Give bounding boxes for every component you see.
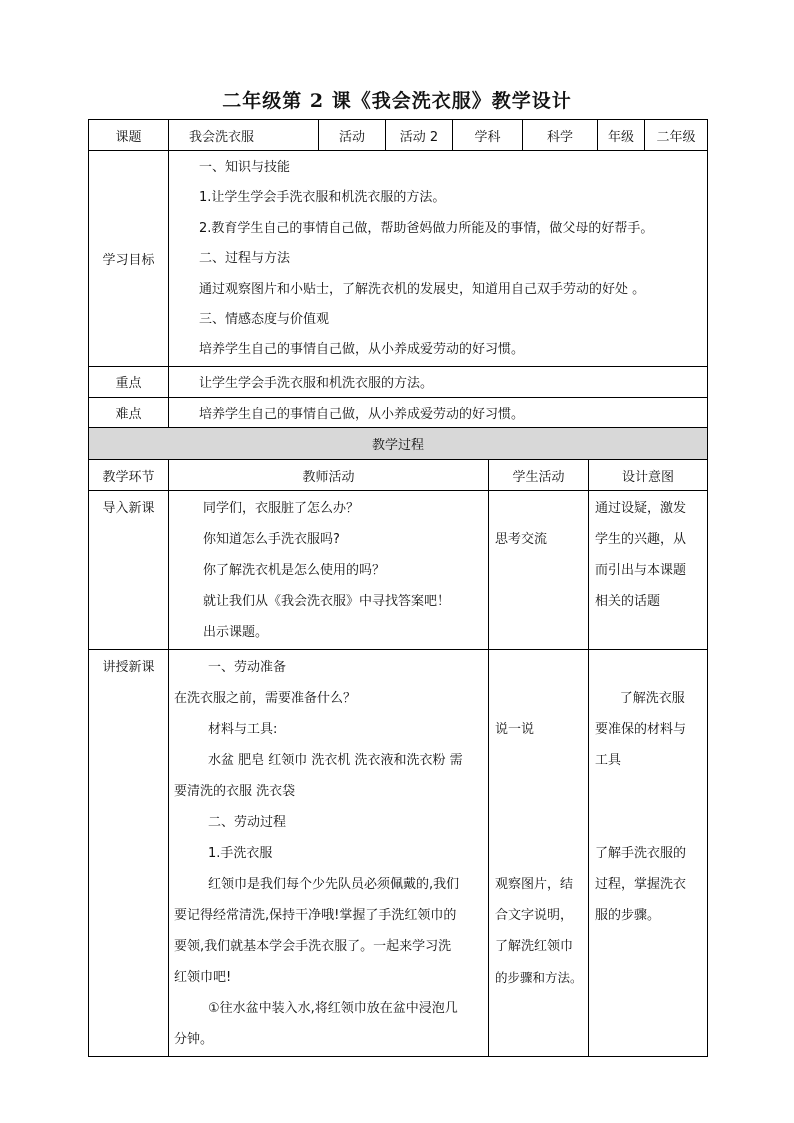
activity-value: 活动 2 [386, 120, 453, 151]
grade-label: 年级 [598, 120, 645, 151]
teacher-line: 1.手洗衣服 [208, 846, 273, 861]
header-intent: 设计意图 [589, 460, 708, 491]
teacher-line: 要清洗的衣服 洗衣袋 [174, 784, 296, 799]
grade-value: 二年级 [645, 120, 708, 151]
teacher-line: 一、劳动准备 [208, 660, 287, 675]
student-line: 观察图片，结 [495, 877, 574, 892]
subject-value: 科学 [523, 120, 598, 151]
info-row [89, 120, 708, 151]
goal-line: 培养学生自己的事情自己做，从小养成爱劳动的好习惯。 [199, 342, 525, 358]
lesson-student [489, 650, 589, 1057]
teaching-process-table [88, 427, 708, 1057]
goal-line: 一、知识与技能 [199, 160, 291, 175]
process-header-row [89, 460, 708, 491]
lesson-intent [589, 650, 708, 1057]
difficulty-label: 难点 [89, 397, 169, 428]
goals-row [89, 151, 708, 367]
lesson-info-table [88, 119, 708, 429]
teacher-line: 要领,我们就基本学会手洗衣服了。一起来学习洗 [174, 939, 452, 954]
intent-line: 相关的话题 [595, 594, 661, 609]
document-title: 二年级第 2 课《我会洗衣服》教学设计 [222, 90, 572, 112]
difficulty-row [89, 397, 708, 428]
course-label: 课题 [89, 120, 169, 151]
teacher-line: ①往水盆中装入水,将红领巾放在盆中浸泡几 [208, 1001, 458, 1016]
intent-line: 过程，掌握洗衣 [595, 877, 687, 892]
header-stage: 教学环节 [89, 460, 169, 491]
teacher-line: 你知道怎么手洗衣服吗? [203, 532, 340, 547]
intro-teacher [169, 491, 489, 650]
header-teacher: 教师活动 [169, 460, 489, 491]
key-point-label: 重点 [89, 366, 169, 397]
teacher-line: 就让我们从《我会洗衣服》中寻找答案吧！ [203, 594, 451, 609]
teacher-line: 水盆 肥皂 红领巾 洗衣机 洗衣液和洗衣粉 需 [208, 753, 463, 768]
intent-line: 要准保的材料与 [595, 722, 687, 737]
process-band: 教学过程 [89, 428, 708, 460]
student-line: 思考交流 [495, 532, 548, 547]
goal-line: 二、过程与方法 [199, 251, 291, 267]
student-line: 合文字说明， [495, 908, 574, 923]
intro-student [489, 491, 589, 650]
difficulty-value: 培养学生自己的事情自己做，从小养成爱劳动的好习惯。 [169, 397, 708, 428]
intent-line: 服的步骤。 [595, 908, 661, 923]
key-point-row [89, 366, 708, 397]
lesson-stage: 讲授新课 [102, 660, 155, 675]
teacher-line: 同学们，衣服脏了怎么办？ [203, 501, 360, 516]
intent-line: 而引出与本课题 [595, 563, 687, 578]
goal-line: 1.让学生学会手洗衣服和机洗衣服的方法。 [199, 190, 446, 206]
activity-label: 活动 [319, 120, 386, 151]
intent-line: 学生的兴趣，从 [595, 532, 687, 547]
intent-line: 了解手洗衣服的 [595, 846, 687, 861]
goals-content [169, 151, 708, 367]
teacher-line: 你了解洗衣机是怎么使用的吗？ [203, 563, 386, 578]
student-line: 了解洗红领巾 [495, 939, 574, 954]
intent-line: 工具 [595, 753, 622, 768]
lesson-teacher [169, 650, 489, 1057]
goals-label: 学习目标 [89, 151, 169, 367]
teacher-line: 红领巾是我们每个少先队员必须佩戴的,我们 [208, 877, 460, 892]
goal-line: 通过观察图片和小贴士，了解洗衣机的发展史，知道用自己双手劳动的好处 。 [199, 281, 646, 297]
teacher-line: 在洗衣服之前，需要准备什么？ [174, 691, 357, 706]
intent-line: 了解洗衣服 [595, 691, 685, 706]
teacher-line: 出示课题。 [203, 625, 269, 640]
key-point-value: 让学生学会手洗衣服和机洗衣服的方法。 [169, 366, 708, 397]
teacher-line: 要记得经常清洗,保持干净哦!掌握了手洗红领巾的 [174, 908, 457, 923]
intro-intent [589, 491, 708, 650]
goal-line: 三、情感态度与价值观 [199, 311, 330, 327]
header-student: 学生活动 [489, 460, 589, 491]
subject-label: 学科 [453, 120, 523, 151]
teacher-line: 二、劳动过程 [208, 815, 287, 830]
teacher-line: 分钟。 [174, 1032, 214, 1047]
intro-row [89, 491, 708, 650]
process-band-row [89, 428, 708, 460]
student-line: 的步骤和方法。 [495, 970, 583, 985]
goal-line: 2.教育学生自己的事情自己做，帮助爸妈做力所能及的事情，做父母的好帮手。 [199, 220, 654, 236]
lesson-row [89, 650, 708, 1057]
teacher-line: 材料与工具: [208, 722, 278, 737]
intro-stage: 导入新课 [102, 501, 155, 516]
course-value: 我会洗衣服 [169, 120, 319, 151]
student-line: 说一说 [495, 722, 535, 737]
intent-line: 通过设疑，激发 [595, 501, 687, 516]
teacher-line: 红领巾吧! [174, 970, 232, 985]
